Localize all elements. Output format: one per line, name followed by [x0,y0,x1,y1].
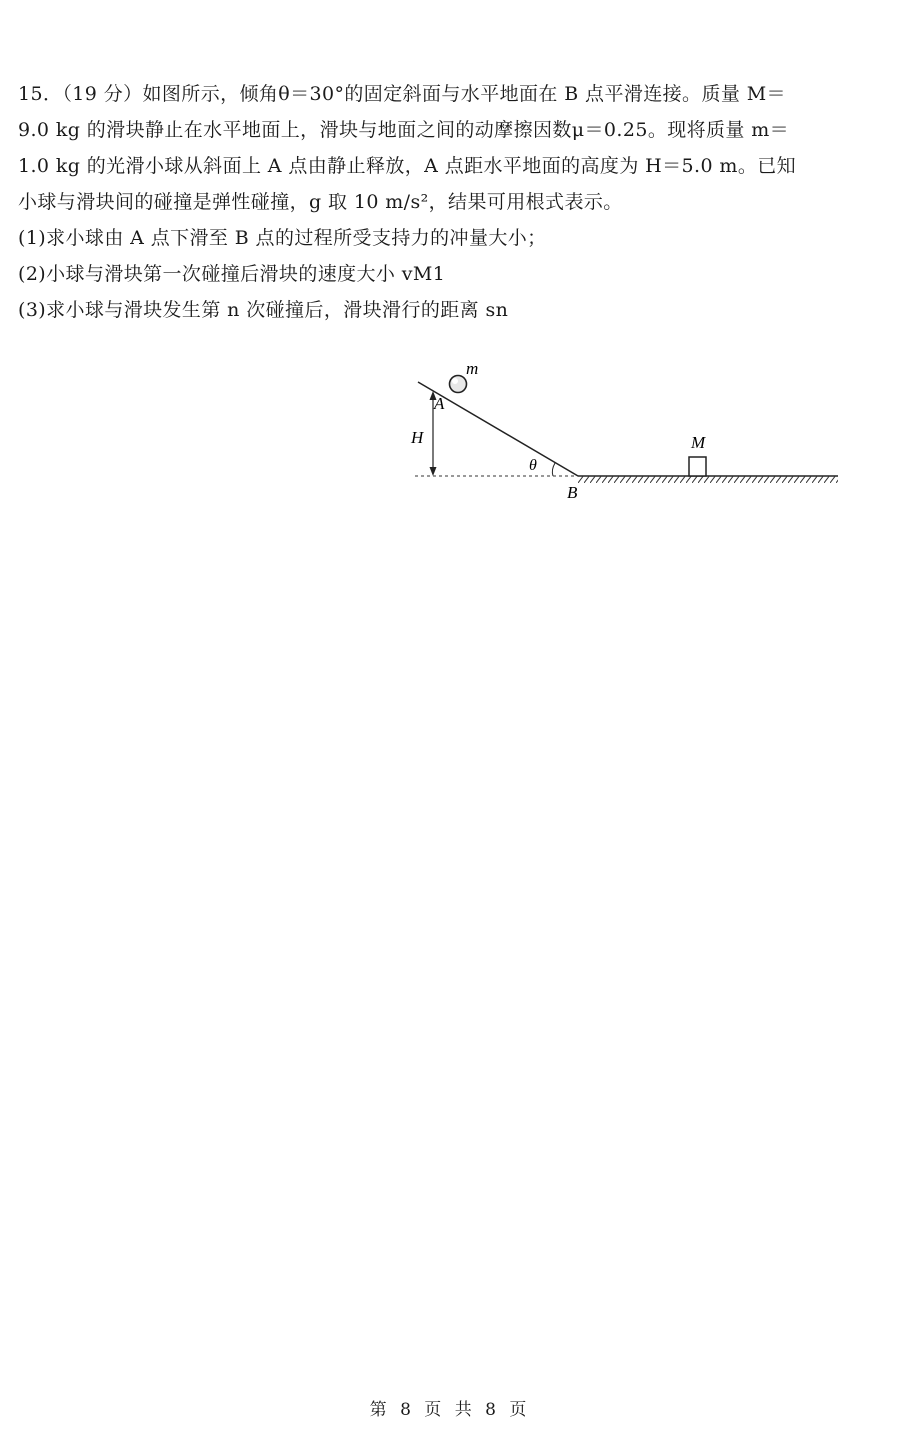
question-2: (2)小球与滑块第一次碰撞后滑块的速度大小 vM1 [18,263,446,285]
problem-line-1: 15．（19 分）如图所示，倾角θ＝30°的固定斜面与水平地面在 B 点平滑连接。质量 M＝ [18,83,786,105]
label-block-m: M [691,433,706,452]
problem-line-3: 1.0 kg 的光滑小球从斜面上 A 点由静止释放，A 点距水平地面的高度为 H＝5.0 m。已知 [18,155,797,177]
problem-15 [18,76,868,328]
ground-hatching [578,476,838,483]
label-h: H [411,428,424,447]
question-3: (3)求小球与滑块发生第 n 次碰撞后，滑块滑行的距离 sn [18,299,509,321]
block-m [689,457,706,476]
page-footer: 第 8 页 共 8 页 [369,1400,531,1420]
problem-line-4: 小球与滑块间的碰撞是弹性碰撞，g 取 10 m/s²，结果可用根式表示。 [18,191,623,213]
label-theta: θ [529,457,537,474]
incline-diagram [410,355,850,515]
height-arrow-bottom [430,467,437,476]
ball-highlight [452,378,458,384]
ball [450,376,467,393]
problem-line-2: 9.0 kg 的滑块静止在水平地面上，滑块与地面之间的动摩擦因数μ＝0.25。现将质量 m＝ [18,119,790,141]
angle-arc [552,463,555,476]
incline-figure [410,355,850,515]
label-b: B [567,483,578,502]
label-m: m [466,359,479,378]
question-1: (1)求小球由 A 点下滑至 B 点的过程所受支持力的冲量大小； [18,227,547,249]
label-a: A [434,394,445,413]
